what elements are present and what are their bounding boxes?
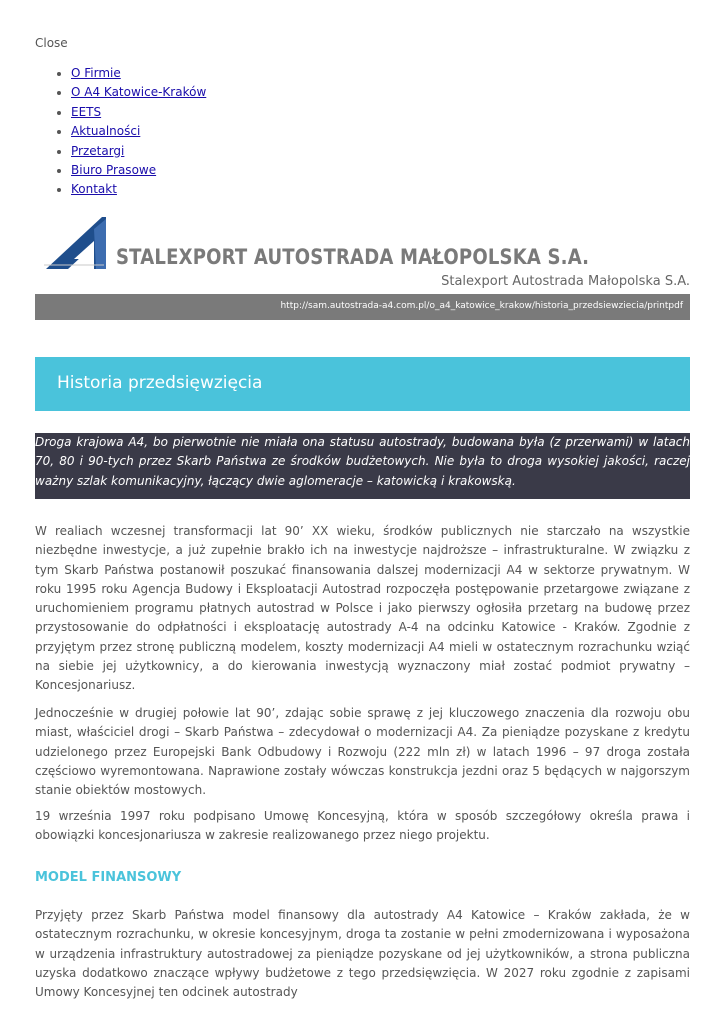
menu-link-eets[interactable]: EETS <box>71 104 102 119</box>
paragraph: W realiach wczesnej transformacji lat 90’ XX wieku, środków publicznych nie starczało na wszystkie niezbędne inwestycje, a już zupełnie brakło ich na inwestycje najdroższe – infrastrukturalne. W związku z tym Skarb Państwa postanowił poszukać finansowania dalszej modernizacji A4 w sektorze prywatnym. W roku 1995 roku Agencja Budowy i Eksploatacji Autostrad rozpoczęła postępowanie przetargowe związane z uruchomieniem programu płatnych autostrad w Polsce i jako pierwszy ogłosiła przetarg na budowę przez przystosowanie do odpłatności i eksploatację autostrady A-4 na odcinku Katowice - Kraków. Zgodnie z przyjętym przez stronę publiczną modelem, koszty modernizacji A4 mieli w ostatecznym rozrachunku wziąć na siebie jej użytkownicy, a do kierowania inwestycją wyznaczony miał zostać podmiot prywatny – Koncesjonariusz. <box>35 524 690 693</box>
menu-item <box>71 103 206 122</box>
menu-link-o-firmie[interactable]: O Firmie <box>71 66 121 80</box>
logo-wordmark: STALEXPORT AUTOSTRADA MAŁOPOLSKA S.A. <box>116 245 590 269</box>
menu-item <box>71 64 206 83</box>
menu-item <box>71 83 206 102</box>
close-link[interactable]: Close <box>35 36 68 50</box>
intro-box: Droga krajowa A4, bo pierwotnie nie miała ona statusu autostrady, budowana była (z przerwami) w latach 70, 80 i 90-tych przez Skarb Państwa ze środków budżetowych. Nie była to droga wysokiej jakości, raczej ważny szlak komunikacyjny, łączący dwie aglomeracje – katowicką i krakowską. <box>35 433 690 499</box>
company-name: Stalexport Autostrada Małopolska S.A. <box>441 274 690 289</box>
menu-link-kontakt[interactable]: Kontakt <box>71 182 117 197</box>
menu-item <box>71 142 206 161</box>
paragraph: 19 września 1997 roku podpisano Umowę Koncesyjną, która w sposób szczegółowy określa prawa i obowiązki koncesjonariusza w zakresie realizowanego przez niego projektu. <box>35 809 690 843</box>
menu-link-aktualnosci[interactable]: Aktualności <box>71 124 141 139</box>
section-heading: MODEL FINANSOWY <box>35 870 182 885</box>
menu-link-biuro-prasowe[interactable]: Biuro Prasowe <box>71 163 157 178</box>
page-url: http://sam.autostrada-a4.com.pl/o_a4_katowice_krakow/historia_przedsiewziecia/printpdf <box>280 301 683 311</box>
paragraph: Przyjęty przez Skarb Państwa model finansowy dla autostrady A4 Katowice – Kraków zakłada, że w ostatecznym rozrachunku, w okresie koncesyjnym, droga ta zostanie w pełni zmodernizowana i wyposażona w urządzenia infrastruktury autostradowej za pieniądze pozyskane od jej użytkowników, a strona publiczna uzyska dodatkowo znaczące wpływy budżetowe z tego przedsięwzięcia. W 2027 roku zgodnie z zapisami Umowy Koncesyjnej ten odcinek autostrady <box>35 908 690 1000</box>
paragraph: Jednocześnie w drugiej połowie lat 90’, zdając sobie sprawę z jej kluczowego znaczenia dla rozwoju obu miast, właściciel drogi – Skarb Państwa – zdecydował o modernizacji A4. Za pieniądze pozyskane z kredytu udzielonego przez Europejski Bank Odbudowy i Rozwoju (222 mln zł) w latach 1996 – 97 droga została częściowo wyremontowana. Naprawione zostały wówczas konstrukcja jezdni oraz 5 będących w najgorszym stanie obiektów mostowych. <box>35 706 690 798</box>
title-banner <box>35 357 690 411</box>
menu-link-o-a4[interactable]: O A4 Katowice-Kraków <box>71 85 207 100</box>
url-bar <box>35 294 690 320</box>
menu-item <box>71 122 206 141</box>
page-title: Historia przedsięwzięcia <box>57 373 263 393</box>
main-menu <box>44 64 206 200</box>
menu-link-przetargi[interactable]: Przetargi <box>71 143 125 158</box>
menu-item <box>71 180 206 199</box>
menu-item <box>71 161 206 180</box>
